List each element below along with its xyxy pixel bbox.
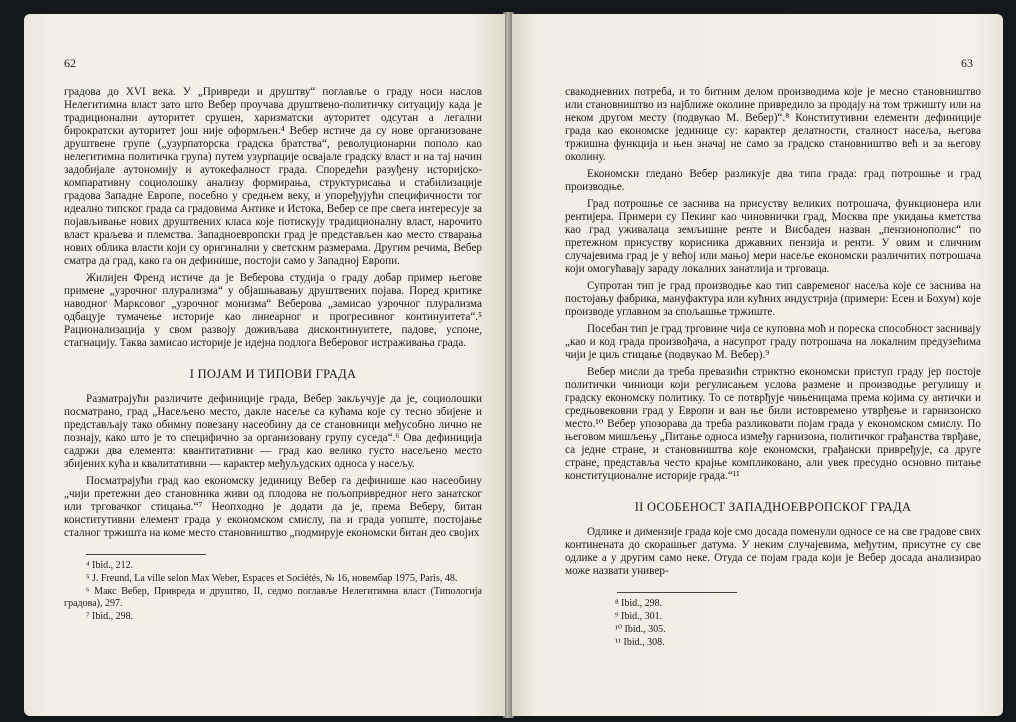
paragraph: Економски гледано Вебер разликује два типа града: град потрошње и град производње. [565, 168, 981, 193]
paragraph: Вебер мисли да треба превазићи стриктно економски приступ граду јер постоје политички чиниоци који регулисањем услова размене и производње регулишу и градску економску политику. То се потврђује чињеницама према којима су антички и средњовековни град у Европи и ван ње били истовремено утврђење и гарнизонско место.¹⁰ Вебер упозорава да треба разликовати појам града у економском смислу. По његовом мишљењу „Питање односа између гарнизона, политичког грађанства тврђаве, са једне стране, и становништва које економски, грађански привређује, са друге стране, представља често крајње компликовано, али увек пресудно основно питање конституционалне историје града.“¹¹ [565, 366, 981, 482]
left-page-body [64, 86, 482, 624]
footnote: ⁴ Ibid., 212. [86, 560, 134, 571]
footnote-rule [617, 592, 737, 593]
right-page [512, 14, 1003, 716]
page-number: 62 [64, 56, 76, 70]
paragraph: Разматрајући различите дефиниције града, Вебер закључује да је, социолошки посматрано, град „Насељено место, дакле насеље са кућама које су тесно збијене и представљају тако обимну повезану насеобину да се становници међусобно лично не познају, како што је то специфично за организовану групу суседа“.⁶ Ова дефиниција садржи два елемента: квантитативни — град као велико густо насељено место збијених кућа и квалитативни — карактер међуљудских односа у насељу. [64, 393, 482, 470]
section-heading: II ОСОБЕНОСТ ЗАПАДНОЕВРОПСКОГ ГРАДА [634, 500, 912, 514]
footnote: ⁶ Макс Вебер, Привреда и друштво, II, седмо поглавље Нелегитимна власт (Типологија градова), 297. [64, 586, 482, 609]
paragraph: свакодневних потреба, и то битним делом производима које је месно становништво или становништво из најближе околине привредило за продају на том тржишту или на неком другом месту (подвукао М. Вебер)“.⁸ Конститутивни елементи дефиниције града као економске јединице су: карактер делатности, сталност насеља, његова тржишна функција и њен значај не само за градско становништво већ и за његову околину. [565, 86, 981, 163]
footnote: ⁸ Ibid., 298. [615, 598, 663, 609]
page-number: 63 [961, 56, 973, 70]
footnote: ⁵ J. Freund, La ville selon Max Weber, Espaces et Sociétés, № 16, новембар 1975, Paris, 48. [86, 573, 458, 584]
paragraph: градова до XVI века. У „Привреди и друштву“ поглавље о граду носи наслов Нелегитимна власт зато што Вебер проучава друштвено-политичку ситуацију када је традиционални ауторитет срушен, харизматски ауторитет одсутан а легални бирократски ауторитет још није оформљен.⁴ Вебер истиче да су нове организоване друштвене групе („узурпаторска градска братства“, револуционарни пополо као нелегитимна политичка група) путем узурпације освајале градску власт и на тај начин задобијале аутономију и аутокефалност града. Споредећи разуђену историјско-компаративну социолошку анализу формирања, структурисања и стабилизације градова Западне Европе, посебно у средњем веку, и упоређујући специфичности тог идеално типског града са градовима Антике и Истока, Вебер се пре свега интересује за појављивање нових друштвених класа које потискују традиционалну власт, нарочито власт краљева и племства. Западноевропски град је представљен као место стварања нових облика власти који су оригинални у светским размерама. Другим речима, Вебер сматра да град, како га он дефинише, постоји само у Западној Европи. [64, 86, 482, 267]
paragraph: Град потрошње се заснива на присуству великих потрошача, функционера или рентијера. Примери су Пекинг као чиновнички град, Москва пре укидања кметства као град уживалаца земљишне ренте и Висбаден назван „пензионополис“ по претежном присуству корисника државних пензија и ренти. У овим и сличним случајевима град је у већој или мањој мери насеље економски различитих потрошача који омогућавају зараду локалних занатлија и трговаца. [565, 198, 981, 275]
footnote: ⁷ Ibid., 298. [86, 611, 134, 622]
right-page-body [565, 86, 981, 650]
footnote-rule [86, 554, 206, 555]
footnote: ¹⁰ Ibid., 305. [615, 624, 666, 635]
paragraph: Жилијен Френд истиче да је Веберова студија о граду добар пример његове примене „узрочног плурализма“ у објашњавању друштвених појава. Поред критике наводног Марксовог „узрочног монизма“ Веберова „замисао узрочног плурализма одбацује тумачење историје као линеарног и прогресивног континуитета“.⁵ Рационализација у свом развоју доживљава дисконтинуитете, падове, успоне, стагнацију. Таква замисао историје је идејна подлога Веберовог истраживања града. [64, 272, 482, 349]
left-page [24, 14, 505, 716]
footnotes [64, 560, 482, 623]
footnote: ⁹ Ibid., 301. [615, 611, 663, 622]
paragraph: Посебан тип је град трговине чија се куповна моћ и пореска способност заснивају „као и код града произвођача, а насупрот граду потрошача на локалним предузећима чији је циљ стицање (подвукао М. Вебер).⁹ [565, 323, 981, 361]
footnotes [565, 598, 981, 649]
paragraph: Посматрајући град као економску јединицу Вебер га дефинише као насеобину „чији претежни део становника живи од плодова не пољопривредног него занатског или трговачког стицања.“⁷ Неопходно је додати да је, према Веберу, битан конститутивни елемент града у економском смислу, па и града уопште, постојање сталног тржишта на коме место становништво „подмирује економски битан део својих [64, 475, 482, 539]
paragraph: Одлике и димензије града које смо досада поменули односе се на све градове свих континената до скорашњег датума. У неким случајевима, међутим, присутне су све одлике а у другим само неке. Отуда се појам града који је Вебер досада анализирао може назвати универ- [565, 526, 981, 577]
paragraph: Супротан тип је град производње као тип савременог насеља које се заснива на постојању фабрика, мануфактура или кућних индустрија (примери: Есен и Бохум) које производе углавном за спољашње тржиште. [565, 280, 981, 318]
footnote: ¹¹ Ibid., 308. [615, 637, 665, 648]
section-heading: I ПОЈАМ И ТИПОВИ ГРАДА [189, 367, 357, 381]
